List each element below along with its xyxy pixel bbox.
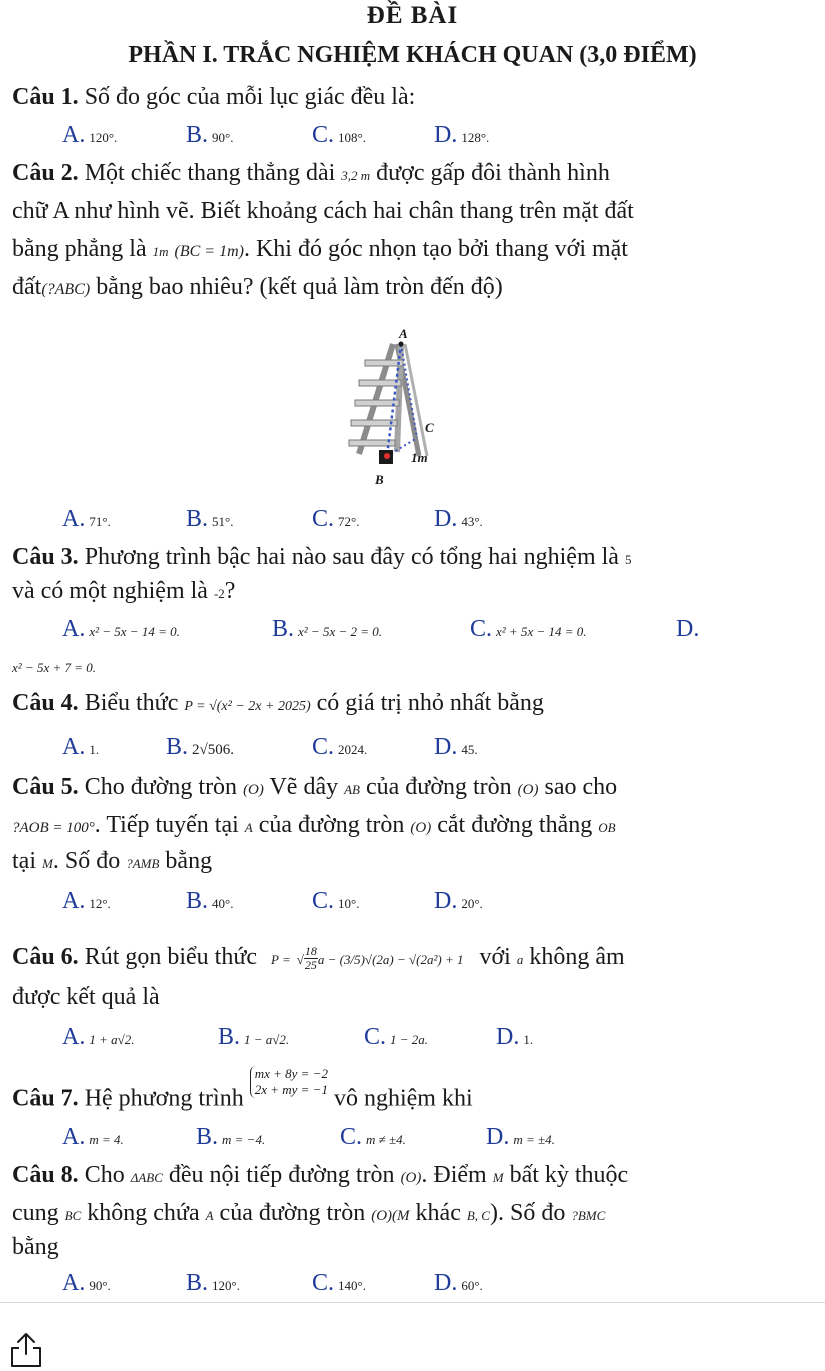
option-d[interactable]: D. 128°. — [434, 122, 490, 148]
option-d[interactable]: D. — [676, 616, 700, 642]
equation-system: mx + 8y = −2 2x + my = −1 — [250, 1066, 328, 1098]
question-label: Câu 6. — [12, 944, 79, 970]
question-label: Câu 1. — [12, 84, 79, 110]
option-d[interactable]: D. 20°. — [434, 888, 483, 914]
option-d[interactable]: D. 45. — [434, 734, 478, 760]
option-b[interactable]: B. m = −4. — [196, 1124, 266, 1150]
option-a[interactable]: A. 71°. — [62, 506, 111, 532]
question-label: Câu 5. — [12, 774, 79, 800]
question-text: Số đo góc của mỗi lục giác đều là: — [84, 84, 416, 110]
question-label: Câu 4. — [12, 690, 79, 716]
question-label: Câu 8. — [12, 1162, 79, 1188]
question-3: Câu 3. Phương trình bậc hai nào sau đây có tổng hai nghiệm là 5 — [12, 544, 632, 570]
option-c[interactable]: C. 72°. — [312, 506, 360, 532]
option-d[interactable]: D. m = ±4. — [486, 1124, 555, 1150]
ladder-figure — [345, 326, 441, 488]
option-c[interactable]: C. 140°. — [312, 1270, 366, 1296]
question-8: Câu 8. Cho ΔABC đều nội tiếp đường tròn (O). Điểm M bất kỳ thuộc — [12, 1162, 629, 1188]
divider — [0, 1302, 825, 1303]
label-c: C — [425, 420, 434, 435]
section-title: PHẦN I. TRẮC NGHIỆM KHÁCH QUAN (3,0 ĐIỂM) — [128, 42, 697, 68]
option-a[interactable]: A. 1 + a√2. — [62, 1024, 135, 1050]
label-length: 1m — [411, 450, 428, 465]
question-2-line-3: bằng phẳng là 1m (BC = 1m). Khi đó góc nhọn tạo bởi thang với mặt — [12, 236, 628, 262]
label-a: A — [399, 326, 408, 341]
question-5-line-3: tại M. Số đo ?AMB bằng — [12, 848, 213, 874]
option-a[interactable]: A. 1. — [62, 734, 100, 760]
option-c[interactable]: C. 1 − 2a. — [364, 1024, 429, 1050]
question-2-line-4: đất(?ABC) bằng bao nhiêu? (kết quả làm tròn đến độ) — [12, 274, 503, 300]
question-3-line-2: và có một nghiệm là -2? — [12, 578, 236, 604]
option-a[interactable]: A. 120°. — [62, 122, 118, 148]
exam-title: ĐỀ BÀI — [366, 2, 459, 29]
question-8-line-3: bằng — [12, 1234, 59, 1260]
question-label: Câu 3. — [12, 544, 79, 570]
option-d[interactable]: D. 43°. — [434, 506, 483, 532]
question-2: Câu 2. Một chiếc thang thẳng dài 3,2 m được gấp đôi thành hình — [12, 160, 610, 186]
question-2-line-2: chữ A như hình vẽ. Biết khoảng cách hai chân thang trên mặt đất — [12, 198, 634, 224]
option-b[interactable]: B. 51°. — [186, 506, 234, 532]
option-d[interactable]: D. 60°. — [434, 1270, 483, 1296]
question-label: Câu 7. — [12, 1085, 79, 1112]
option-a[interactable]: A. 12°. — [62, 888, 111, 914]
option-c[interactable]: C. 10°. — [312, 888, 360, 914]
fraction: $\frac{18}{25}$ — [304, 943, 317, 972]
option-c[interactable]: C. x² + 5x − 14 = 0. — [470, 616, 587, 642]
option-c[interactable]: C. 2024. — [312, 734, 368, 760]
option-d[interactable]: D. 1. — [496, 1024, 534, 1050]
option-d-expression: x² − 5x + 7 = 0. — [12, 660, 97, 675]
share-icon[interactable] — [8, 1330, 44, 1368]
question-4: Câu 4. Biểu thức P = √(x² − 2x + 2025) có giá trị nhỏ nhất bằng — [12, 690, 544, 716]
question-5-line-2: ?AOB = 100°. Tiếp tuyến tại A của đường tròn (O) cắt đường thẳng OB — [12, 812, 616, 838]
question-1 — [12, 84, 415, 111]
option-b[interactable]: B. x² − 5x − 2 = 0. — [272, 616, 383, 642]
option-b[interactable]: B. 40°. — [186, 888, 234, 914]
question-6-line-2: được kết quả là — [12, 984, 160, 1010]
question-7: Câu 7. Hệ phương trình mx + 8y = −2 2x + my = −1 vô nghiệm khi — [12, 1066, 473, 1112]
question-6: Câu 6. Rút gọn biểu thức P = √ $\frac{18}{25}a - (3/5)√(2a) - √(2a^2) + 1$ với a không âm — [12, 943, 625, 972]
option-a[interactable]: A. 90°. — [62, 1270, 111, 1296]
option-c[interactable]: C. m ≠ ±4. — [340, 1124, 406, 1150]
question-8-line-2: cung BC không chứa A của đường tròn (O)(M khác B, C). Số đo ?BMC — [12, 1200, 606, 1226]
option-c[interactable]: C. 108°. — [312, 122, 366, 148]
option-b[interactable]: B. 2√506. — [166, 734, 234, 760]
option-b[interactable]: B. 120°. — [186, 1270, 240, 1296]
option-b[interactable]: B. 1 − a√2. — [218, 1024, 290, 1050]
question-label: Câu 2. — [12, 160, 79, 186]
question-5: Câu 5. Cho đường tròn (O) Vẽ dây AB của đường tròn (O) sao cho — [12, 774, 618, 800]
label-b: B — [375, 472, 384, 487]
option-a[interactable]: A. m = 4. — [62, 1124, 124, 1150]
option-a[interactable]: A. x² − 5x − 14 = 0. — [62, 616, 180, 642]
option-b[interactable]: B. 90°. — [186, 122, 234, 148]
